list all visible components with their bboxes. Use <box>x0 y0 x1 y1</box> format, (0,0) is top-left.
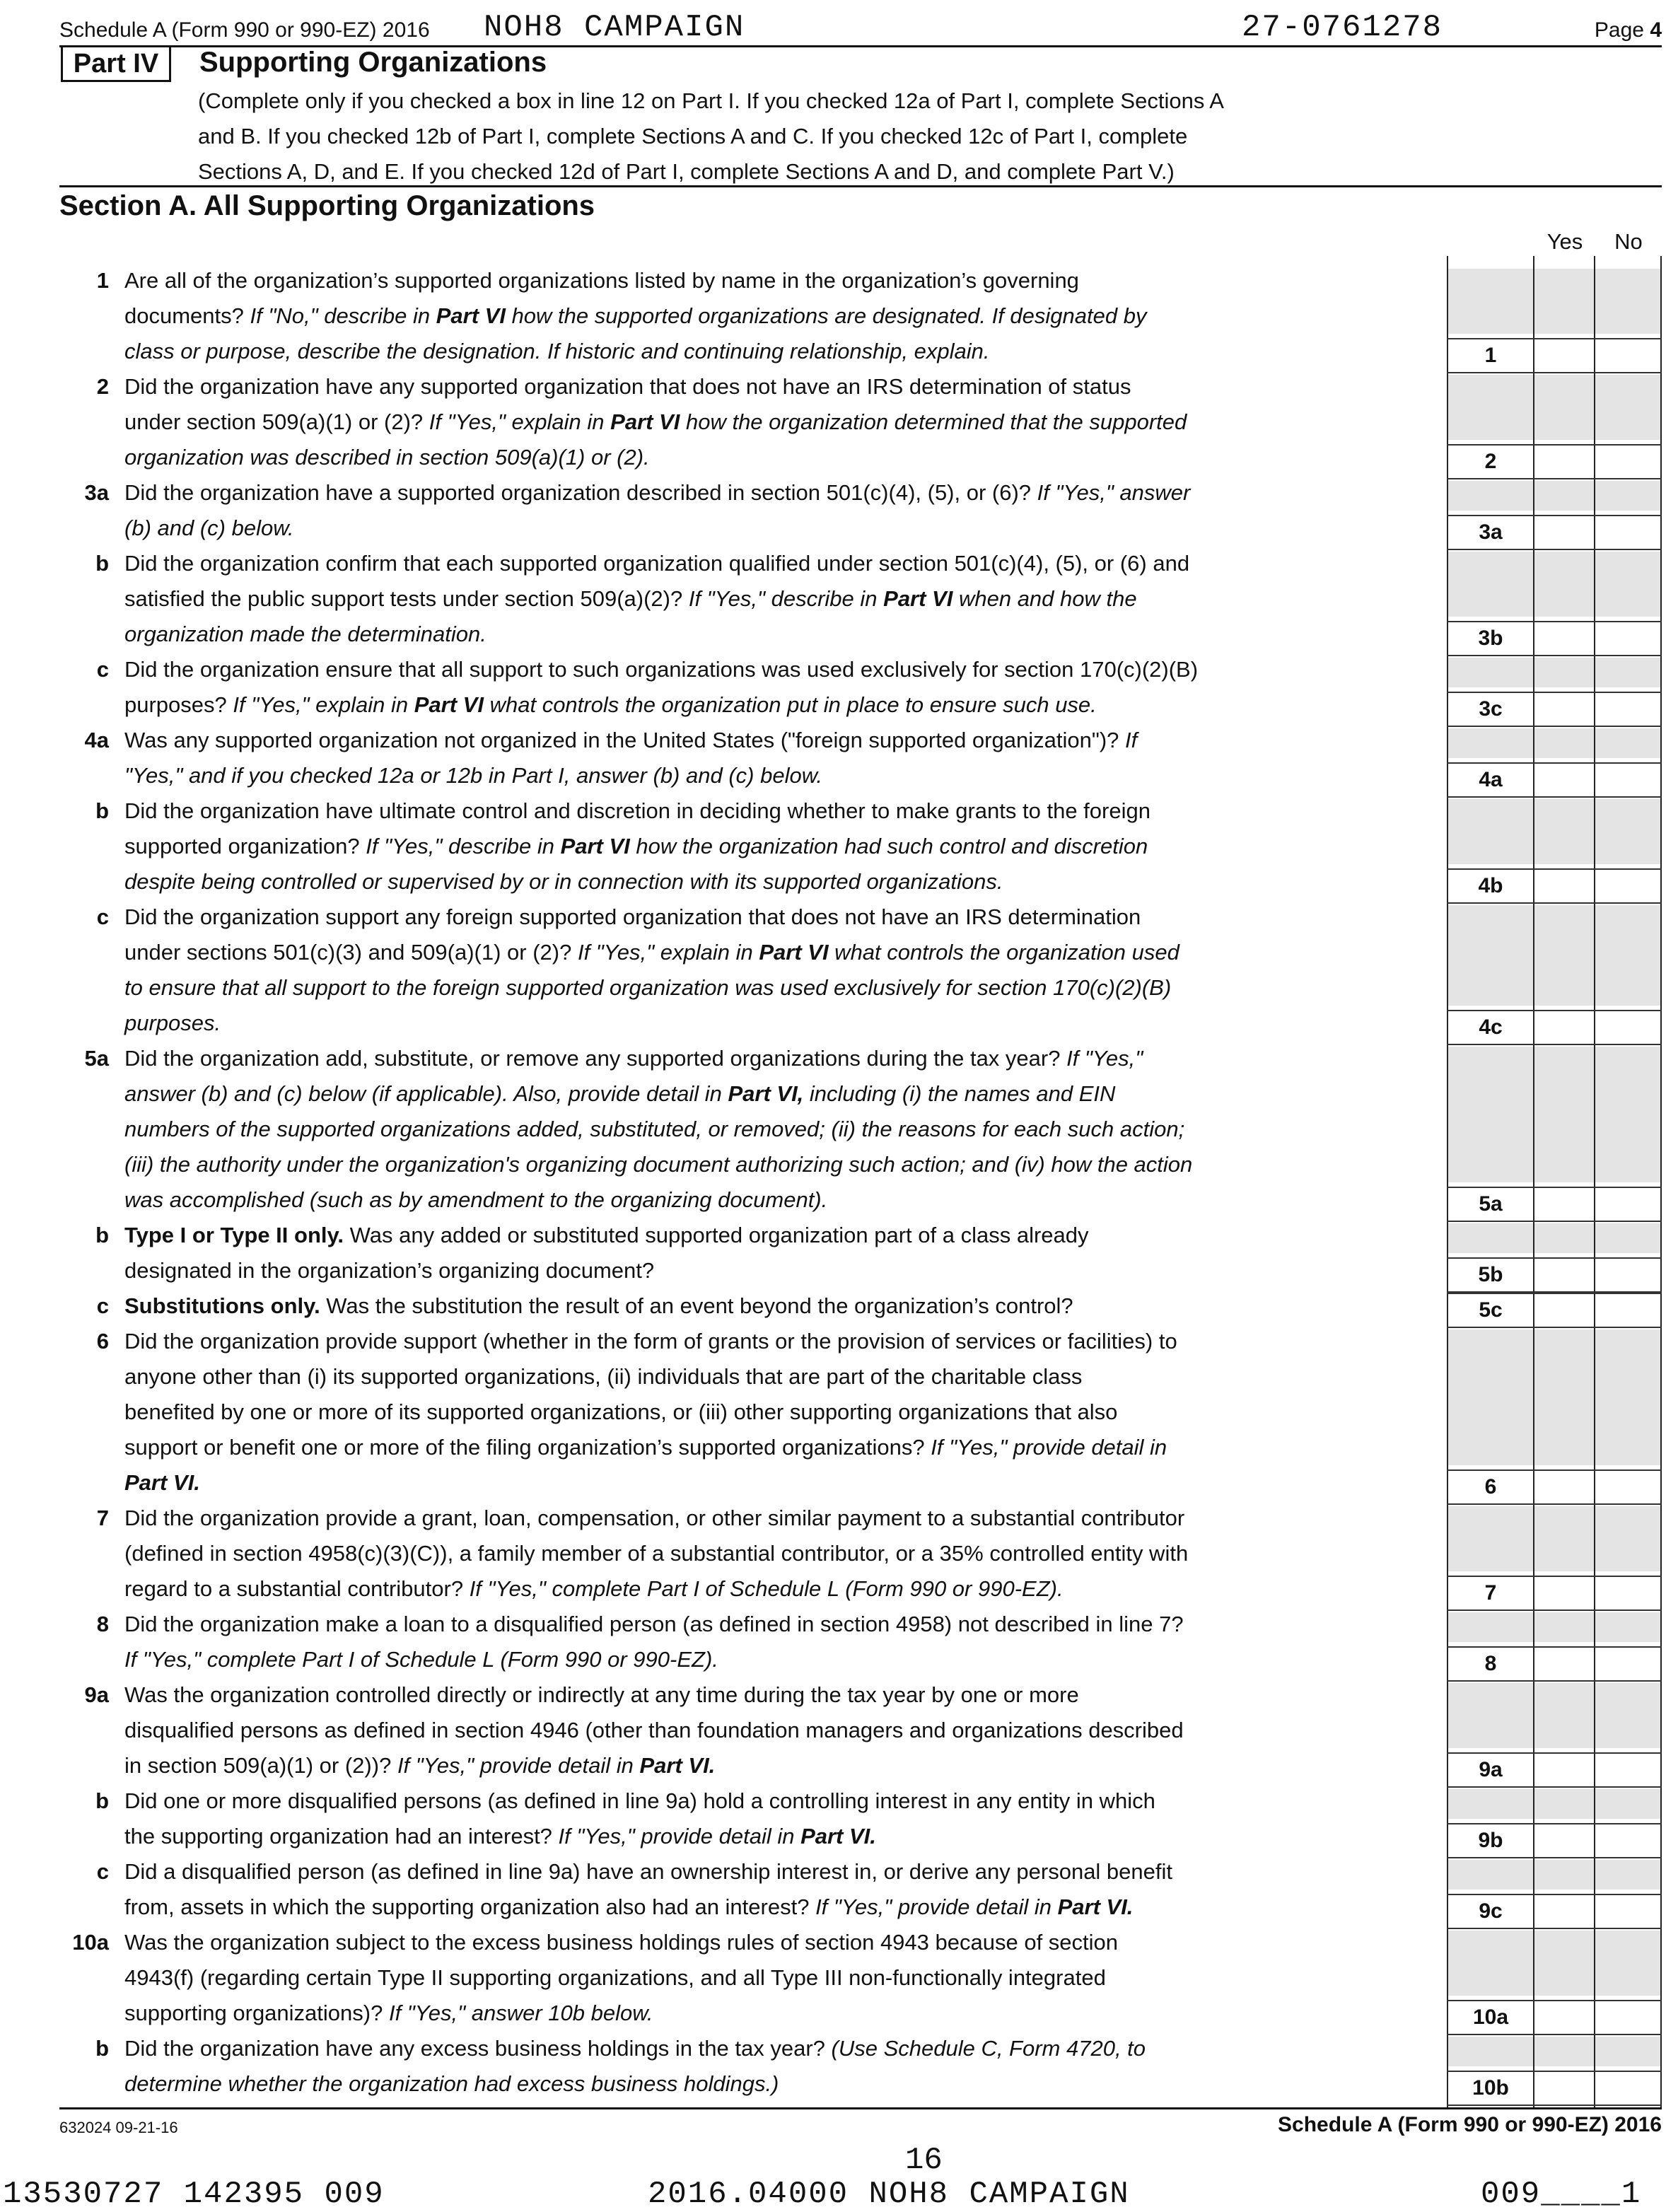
line-number-label: 1 <box>1484 344 1497 367</box>
question-text: Did the organization add, substitute, or remove any supported organizations during the tax year? If "Yes," answer (b) and (c) below (if applicable). Also, provide detail in Part VI, including (i) the names and EIN numbers of the supported organizations added, substituted, or removed; (ii) the reasons for each such action; (iii) the authority under the organization's organizing document authorizing such action; and (iv) how the action was accomplished (such as by amendment to the organizing document). <box>124 1046 1193 1212</box>
question-text: Did the organization provide support (whether in the form of grants or the provision of services or facilities) to anyone other than (i) its supported organizations, (ii) individuals that are part of the charitable class benefited by one or more of its supported organizations, or (iii) other supporting organizations that also support or benefit one or more of the filing organization’s supported organizations? If "Yes," provide detail in Part VI. <box>124 1329 1177 1495</box>
answer-yes-cell[interactable] <box>1534 1188 1594 1219</box>
row-divider <box>1447 1609 1662 1611</box>
question-text: Was the organization subject to the excess business holdings rules of section 4943 because of section 4943(f) (regarding certain Type II supporting organizations, and all Type III non-functionally integrated supporting organizations)? If "Yes," answer 10b below. <box>124 1930 1119 2025</box>
question-text: Did the organization have ultimate control and discretion in deciding whether to make grants to the foreign supported organization? If "Yes," describe in Part VI how the organization had such control and discretion despite being controlled or supervised by or in connection with its supported organizations. <box>124 798 1151 894</box>
question-text: Did one or more disqualified persons (as defined in line 9a) hold a controlling interest in any entity in which the supporting organization had an interest? If "Yes," provide detail in Part VI. <box>124 1788 1155 1849</box>
shaded-answer-area <box>1447 1047 1662 1182</box>
page-header <box>59 8 1662 47</box>
section-a-header <box>59 185 1662 221</box>
question-row <box>59 1324 1445 1501</box>
row-divider <box>1447 1928 1662 1929</box>
line-number-label: 10b <box>1472 2076 1509 2100</box>
question-row <box>59 2031 1445 2102</box>
answer-yes-cell[interactable] <box>1534 446 1594 477</box>
line-number-label: 5c <box>1479 1298 1503 1322</box>
question-row <box>59 723 1445 793</box>
answer-yes-cell[interactable] <box>1534 1754 1594 1785</box>
footer-page-number: 16 <box>905 2143 943 2178</box>
question-row <box>59 1607 1445 1677</box>
line-number-label: 3c <box>1479 697 1503 721</box>
header-page-number: 4 <box>1650 18 1662 42</box>
shaded-answer-area <box>1447 1860 1662 1890</box>
answer-yes-cell[interactable] <box>1534 1011 1594 1042</box>
question-number: 1 <box>96 268 109 293</box>
question-number: 10a <box>72 1930 109 1955</box>
question-text: Did a disqualified person (as defined in line 9a) have an ownership interest in, or derive any personal benefit from, assets in which the supporting organization also had an interest? If "Yes," provide detail in Part VI. <box>124 1859 1173 1919</box>
question-number: 9a <box>84 1682 109 1707</box>
answer-yes-cell[interactable] <box>1534 1294 1594 1325</box>
header-page <box>1595 18 1662 42</box>
answer-no-cell[interactable] <box>1595 516 1660 547</box>
footer-sequence: 009____1 <box>1481 2177 1642 2212</box>
row-divider <box>1447 1044 1662 1045</box>
line-number-label: 7 <box>1484 1581 1497 1605</box>
question-number: c <box>96 904 109 929</box>
question-number: b <box>95 551 109 576</box>
line-number-label: 2 <box>1484 450 1497 473</box>
yes-column-header: Yes <box>1546 229 1583 254</box>
row-divider <box>1447 726 1662 727</box>
instruction-line: and B. If you checked 12b of Part I, complete Sections A and C. If you checked 12c of Part I, complete <box>198 124 1188 149</box>
shaded-answer-area <box>1447 1931 1662 1996</box>
answer-yes-cell[interactable] <box>1534 1895 1594 1926</box>
bottom-rule <box>59 2107 1662 2109</box>
answer-yes-cell[interactable] <box>1534 1648 1594 1679</box>
shaded-answer-area <box>1447 1223 1662 1253</box>
shaded-answer-area <box>1447 269 1662 334</box>
answer-no-cell[interactable] <box>1595 1824 1660 1856</box>
question-row <box>59 1218 1445 1288</box>
question-row <box>59 475 1445 546</box>
answer-no-cell[interactable] <box>1595 446 1660 477</box>
answer-yes-cell[interactable] <box>1534 2072 1594 2103</box>
question-text: Did the organization confirm that each supported organization qualified under section 501(c)(4), (5), or (6) and satisfied the public support tests under section 509(a)(2)? If "Yes," describe in Part VI when and how the organization made the determination. <box>124 551 1190 646</box>
shaded-answer-area <box>1447 1683 1662 1748</box>
answer-yes-cell[interactable] <box>1534 1577 1594 1608</box>
answer-no-cell[interactable] <box>1595 764 1660 795</box>
shaded-answer-area <box>1447 799 1662 864</box>
question-number: 2 <box>96 374 109 399</box>
question-number: 5a <box>84 1046 109 1071</box>
question-row <box>59 900 1445 1041</box>
shaded-answer-area <box>1447 1612 1662 1642</box>
answer-yes-cell[interactable] <box>1534 1259 1594 1290</box>
question-text: Type I or Type II only. Was any added or substituted supported organization part of a class already designated in the organization’s organizing document? <box>124 1223 1089 1283</box>
line-number-label: 10a <box>1472 2006 1509 2029</box>
question-text: Are all of the organization’s supported organizations listed by name in the organization’s governing documents? If "No," describe in Part VI how the supported organizations are designated. If designated by class or purpose, describe the designation. If historic and continuing relationship, explain. <box>124 268 1147 363</box>
footer-batch: 13530727 142395 009 <box>3 2177 385 2212</box>
part-instructions <box>198 83 1400 190</box>
line-number-label: 9a <box>1479 1758 1503 1781</box>
answer-yes-cell[interactable] <box>1534 339 1594 371</box>
shaded-answer-area <box>1447 905 1662 1006</box>
part-label: Part IV <box>61 45 171 82</box>
header-org-name: NOH8 CAMPAIGN <box>484 10 745 45</box>
question-number: 3a <box>84 480 109 505</box>
answer-no-cell[interactable] <box>1595 339 1660 371</box>
answer-no-cell[interactable] <box>1595 1294 1660 1325</box>
part-title: Supporting Organizations <box>199 47 547 78</box>
question-row <box>59 546 1445 652</box>
question-number: b <box>95 1788 109 1813</box>
line-number-label: 6 <box>1484 1475 1497 1498</box>
question-row <box>59 1854 1445 1925</box>
question-row <box>59 1041 1445 1218</box>
row-divider <box>1447 655 1662 656</box>
question-number: 4a <box>84 728 109 752</box>
row-divider <box>1447 1327 1662 1328</box>
shaded-answer-area <box>1447 552 1662 617</box>
shaded-answer-area <box>1447 728 1662 758</box>
answer-yes-cell[interactable] <box>1534 622 1594 653</box>
question-row <box>59 793 1445 900</box>
header-form-label: Schedule A (Form 990 or 990-EZ) 2016 <box>59 18 430 42</box>
row-divider <box>1447 478 1662 479</box>
answer-no-cell[interactable] <box>1595 622 1660 653</box>
question-number: 7 <box>96 1506 109 1530</box>
line-number-label: 4a <box>1479 768 1503 791</box>
instruction-line: (Complete only if you checked a box in line 12 on Part I. If you checked 12a of Part I, complete Sections A <box>198 88 1224 113</box>
question-text: Did the organization have a supported organization described in section 501(c)(4), (5), or (6)? If "Yes," answer (b) and (c) below. <box>124 480 1191 540</box>
question-row <box>59 1288 1445 1324</box>
footer-return-id: 2016.04000 NOH8 CAMPAIGN <box>648 2177 1130 2212</box>
header-ein: 27-0761278 <box>1242 10 1443 45</box>
line-number-label: 9c <box>1479 1899 1503 1923</box>
answer-yes-cell[interactable] <box>1534 693 1594 724</box>
question-row <box>59 652 1445 723</box>
footer-form-label: Schedule A (Form 990 or 990-EZ) 2016 <box>1278 2113 1662 2136</box>
question-row <box>59 263 1445 369</box>
answer-no-cell[interactable] <box>1595 2072 1660 2103</box>
line-number-label: 4c <box>1479 1015 1503 1039</box>
line-number-label: 5b <box>1478 1263 1503 1286</box>
answer-yes-cell[interactable] <box>1534 1824 1594 1856</box>
answer-no-cell[interactable] <box>1595 1895 1660 1926</box>
question-text: Did the organization make a loan to a disqualified person (as defined in section 4958) not described in line 7? If "Yes," complete Part I of Schedule L (Form 990 or 990-EZ). <box>124 1612 1184 1672</box>
question-row <box>59 369 1445 475</box>
instruction-line: Sections A, D, and E. If you checked 12d of Part I, complete Sections A and D, and complete Part V.) <box>198 159 1175 184</box>
answer-no-cell[interactable] <box>1595 2001 1660 2032</box>
line-number-label: 9b <box>1478 1829 1503 1852</box>
shaded-answer-area <box>1447 481 1662 511</box>
question-number: b <box>95 798 109 823</box>
row-divider <box>1447 2105 1662 2106</box>
answer-no-cell[interactable] <box>1595 870 1660 901</box>
row-divider <box>1447 1680 1662 1682</box>
shaded-answer-area <box>1447 375 1662 440</box>
footer-code: 632024 09-21-16 <box>59 2119 178 2136</box>
answer-no-cell[interactable] <box>1595 1754 1660 1785</box>
question-number: c <box>96 1293 109 1318</box>
section-a-title: Section A. All Supporting Organizations <box>59 190 595 221</box>
answer-yes-cell[interactable] <box>1534 2001 1594 2032</box>
row-divider <box>1447 902 1662 904</box>
answer-no-cell[interactable] <box>1595 1188 1660 1219</box>
question-row <box>59 1501 1445 1607</box>
question-text: Did the organization provide a grant, loan, compensation, or other similar payment to a substantial contributor (defined in section 4958(c)(3)(C)), a family member of a substantial contributor, or a 35% controlled entity with regard to a substantial contributor? If "Yes," complete Part I of Schedule L (Form 990 or 990-EZ). <box>124 1506 1189 1601</box>
answer-no-cell[interactable] <box>1595 1471 1660 1502</box>
shaded-answer-area <box>1447 1506 1662 1571</box>
shaded-answer-area <box>1447 1789 1662 1819</box>
answer-no-cell[interactable] <box>1595 1259 1660 1290</box>
shaded-answer-area <box>1447 1329 1662 1465</box>
line-number-label: 3b <box>1478 627 1503 650</box>
answer-yes-cell[interactable] <box>1534 870 1594 901</box>
question-number: c <box>96 1859 109 1884</box>
question-row <box>59 1925 1445 2031</box>
question-row <box>59 1783 1445 1854</box>
shaded-answer-area <box>1447 2037 1662 2066</box>
answer-yes-cell[interactable] <box>1534 764 1594 795</box>
question-text: Did the organization have any supported organization that does not have an IRS determination of status under section 509(a)(1) or (2)? If "Yes," explain in Part VI how the organization determined that the supported organization was described in section 509(a)(1) or (2). <box>124 374 1187 470</box>
answer-no-cell[interactable] <box>1595 1648 1660 1679</box>
question-text: Did the organization support any foreign supported organization that does not have an IRS determination under sections 501(c)(3) and 509(a)(1) or (2)? If "Yes," explain in Part VI what controls the organization used to ensure that all support to the foreign supported organization was used exclusively for section 170(c)(2)(B) purposes. <box>124 904 1179 1035</box>
answer-yes-cell[interactable] <box>1534 516 1594 547</box>
question-number: 8 <box>96 1612 109 1636</box>
line-number-label: 5a <box>1479 1192 1503 1216</box>
grid-line <box>1660 256 1662 2109</box>
answer-yes-cell[interactable] <box>1534 1471 1594 1502</box>
question-text: Was the organization controlled directly or indirectly at any time during the tax year by one or more disqualified persons as defined in section 4946 (other than foundation managers and organizations described in section 509(a)(1) or (2))? If "Yes," provide detail in Part VI. <box>124 1682 1184 1778</box>
row-divider <box>1447 1221 1662 1222</box>
question-row <box>59 1677 1445 1783</box>
question-number: b <box>95 1223 109 1247</box>
line-number-label: 4b <box>1478 874 1503 897</box>
answer-no-cell[interactable] <box>1595 1011 1660 1042</box>
question-text: Was any supported organization not organized in the United States ("foreign supported organization")? If "Yes," and if you checked 12a or 12b in Part I, answer (b) and (c) below. <box>124 728 1138 788</box>
no-column-header: No <box>1614 229 1643 254</box>
question-text: Did the organization ensure that all support to such organizations was used exclusively for section 170(c)(2)(B) purposes? If "Yes," explain in Part VI what controls the organization put in place to ensure such use. <box>124 657 1199 717</box>
row-divider <box>1447 1786 1662 1788</box>
header-page-prefix: Page <box>1594 18 1644 42</box>
question-number: 6 <box>96 1329 109 1354</box>
row-divider <box>1447 2034 1662 2035</box>
answer-no-cell[interactable] <box>1595 693 1660 724</box>
line-number-label: 3a <box>1479 520 1503 544</box>
row-divider <box>1447 1503 1662 1505</box>
line-number-label: 8 <box>1484 1652 1497 1675</box>
shaded-answer-area <box>1447 658 1662 687</box>
question-text: Did the organization have any excess business holdings in the tax year? (Use Schedule C, Form 4720, to determine whether the organization had excess business holdings.) <box>124 2036 1146 2096</box>
row-divider <box>1447 796 1662 798</box>
row-divider <box>1447 372 1662 373</box>
row-divider <box>1447 1857 1662 1858</box>
answer-no-cell[interactable] <box>1595 1577 1660 1608</box>
question-number: c <box>96 657 109 682</box>
question-text: Substitutions only. Was the substitution the result of an event beyond the organization’s control? <box>124 1293 1073 1318</box>
row-divider <box>1447 549 1662 550</box>
question-number: b <box>95 2036 109 2061</box>
